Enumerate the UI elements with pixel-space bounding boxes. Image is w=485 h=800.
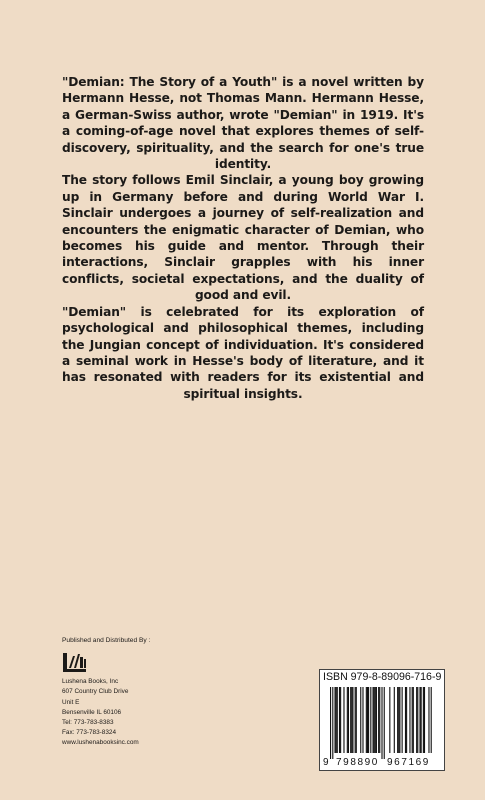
barcode-bar: [362, 687, 363, 753]
barcode-bar: [406, 687, 407, 753]
barcode-bar: [416, 687, 417, 753]
barcode-bar: [381, 687, 382, 759]
barcode-bar: [399, 687, 400, 753]
barcode-bar: [417, 687, 418, 753]
barcode-bar: [394, 687, 395, 753]
barcode-bar: [348, 687, 349, 753]
barcode-bar: [343, 687, 344, 753]
isbn-barcode: [319, 669, 445, 771]
description-paragraph-2: The story follows Emil Sinclair, a young boy growing up in Germany before and during World War I. Sinclair undergoes a journey of self-realization and encounters the enigmatic character of Demian, who becomes his guide and mentor. Through their interactions, Sinclair grapples with his inner conflicts, societal expectations, and the duality of good and evil.: [62, 173, 424, 303]
barcode-bar: [330, 687, 331, 759]
barcode-bar: [397, 687, 398, 753]
barcode-bar: [431, 687, 432, 753]
barcode-bar: [409, 687, 410, 753]
publisher-website: www.lushenabooksinc.com: [62, 739, 139, 747]
barcode-digits-left: 798890: [336, 757, 379, 768]
barcode-bar: [405, 687, 406, 753]
publisher-fax: Fax: 773-783-8324: [62, 729, 117, 737]
barcode-bar: [428, 687, 429, 753]
barcode-bar: [374, 687, 375, 753]
publisher-unit: Unit E: [62, 698, 80, 706]
publisher-street: 607 Country Club Drive: [62, 688, 129, 696]
barcode-bar: [352, 687, 353, 753]
barcode-bar: [376, 687, 377, 753]
barcode-bar: [360, 687, 361, 753]
barcode-digits-right: 967169: [387, 757, 430, 768]
barcode-bar: [350, 687, 351, 753]
barcode-bar: [336, 687, 337, 753]
barcode-bar: [372, 687, 373, 753]
barcode-bar: [413, 687, 414, 753]
book-description: [62, 74, 424, 402]
barcode-bar: [375, 687, 376, 753]
publisher-heading: Published and Distributed By :: [62, 637, 151, 644]
barcode-bar: [424, 687, 425, 753]
barcode-bar: [347, 687, 348, 753]
barcode-bar: [351, 687, 352, 753]
barcode-bar: [334, 687, 335, 753]
publisher-name: Lushena Books, Inc: [62, 678, 119, 686]
publisher-phone: Tel: 773-783-8383: [62, 719, 114, 727]
barcode-bar: [379, 687, 380, 753]
barcode-bar: [367, 687, 368, 753]
barcode-bar: [378, 687, 379, 753]
barcode-bar: [421, 687, 422, 753]
barcode-bar: [340, 687, 341, 753]
barcode-bar: [368, 687, 369, 753]
publisher-info: [62, 636, 212, 749]
barcode-bar: [423, 687, 424, 753]
barcode-bar: [402, 687, 403, 753]
barcode-bar: [356, 687, 357, 753]
publisher-city: Bensenville IL 60106: [62, 708, 122, 716]
description-paragraph-1: "Demian: The Story of a Youth" is a novel written by Hermann Hesse, not Thomas Mann. Hermann Hesse, a German-Swiss author, wrote "Demian" in 1919. It's a coming-of-age novel that explores themes of self-discovery, spirituality, and the search for one's true identity.: [62, 75, 424, 172]
barcode-bar: [419, 687, 420, 753]
barcode-bar: [332, 687, 333, 759]
barcode-bar: [339, 687, 340, 753]
isbn-label: ISBN 979-8-89096-716-9: [323, 671, 442, 683]
barcode-bar: [370, 687, 371, 753]
barcode-bar: [366, 687, 367, 753]
barcode-bar: [412, 687, 413, 753]
barcode-bar: [398, 687, 399, 753]
barcode-bar: [389, 687, 390, 753]
description-paragraph-3: "Demian" is celebrated for its exploration of psychological and philosophical themes, including the Jungian concept of individuation. It's considered a seminal work in Hesse's body of literature, and it has resonated with readers for its existential and spiritual insights.: [62, 304, 424, 401]
barcode-bars: [330, 687, 434, 759]
barcode-digit-first: 9: [323, 757, 329, 768]
barcode-bar: [355, 687, 356, 753]
barcode-bar: [384, 687, 385, 759]
barcode-bar: [337, 687, 338, 753]
lushena-books-logo-icon: [62, 652, 88, 674]
